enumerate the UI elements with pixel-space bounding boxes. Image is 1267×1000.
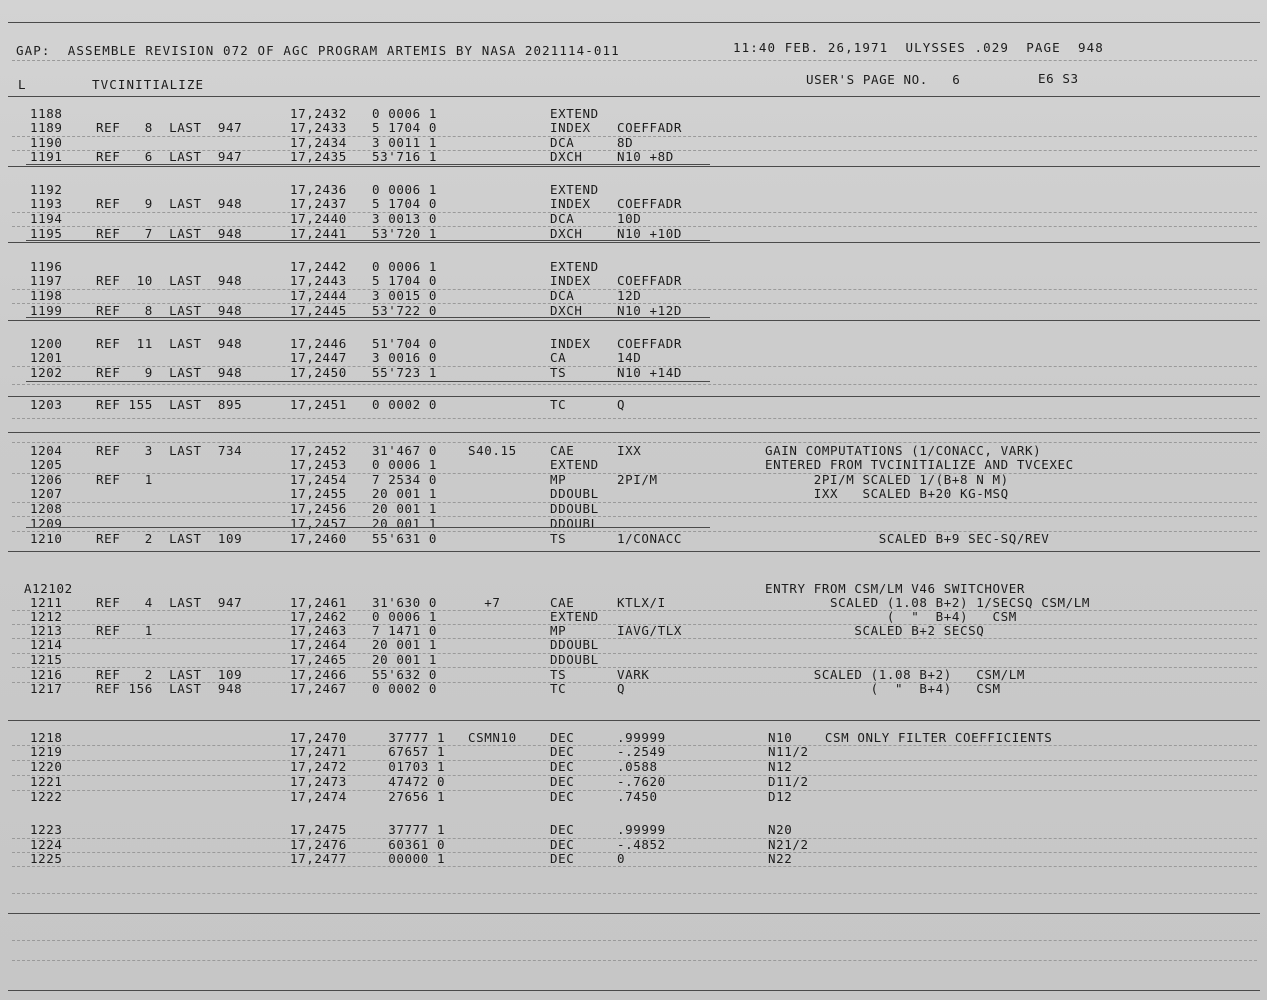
address: 17,2443 — [290, 273, 347, 288]
opcode: DXCH — [550, 303, 583, 318]
operand: N10 +12D — [617, 303, 683, 318]
opcode: DXCH — [550, 149, 583, 164]
guide-line — [12, 682, 1257, 683]
cross-reference: REF 6 LAST 947 — [96, 149, 243, 164]
guide-line — [12, 366, 1257, 367]
address: 17,2476 — [290, 837, 347, 852]
opcode: EXTEND — [550, 457, 599, 472]
guide-line — [12, 638, 1257, 639]
line-number: 1218 — [30, 730, 63, 745]
octal-word: 0 0002 0 — [372, 681, 438, 696]
ruling-line — [8, 720, 1260, 721]
guide-line — [12, 212, 1257, 213]
octal-word: 20 001 1 — [372, 637, 438, 652]
octal-word: 20 001 1 — [372, 516, 438, 531]
operand: -.4852 — [617, 837, 666, 852]
opcode: DEC — [550, 744, 575, 759]
opcode: DDOUBL — [550, 516, 599, 531]
octal-word: 5 1704 0 — [372, 196, 438, 211]
comment: 2PI/M SCALED 1/(B+8 N M) — [765, 472, 1009, 487]
symbol-label: CSMN10 — [468, 730, 517, 745]
opcode: DEC — [550, 730, 575, 745]
operand: N10 +10D — [617, 226, 683, 241]
operand: KTLX/I — [617, 595, 666, 610]
octal-word: 31'630 0 — [372, 595, 438, 610]
operand: -.2549 — [617, 744, 666, 759]
line-number: 1197 — [30, 273, 63, 288]
cross-reference: REF 1 — [96, 472, 153, 487]
cross-reference: REF 8 LAST 947 — [96, 120, 243, 135]
opcode: TS — [550, 365, 567, 380]
address: 17,2434 — [290, 135, 347, 150]
row-underline — [26, 164, 710, 165]
ruling-line — [8, 432, 1260, 433]
octal-word: 0 0006 1 — [372, 457, 438, 472]
address: 17,2432 — [290, 106, 347, 121]
cross-reference: REF 156 LAST 948 — [96, 681, 243, 696]
operand: Q — [617, 681, 626, 696]
line-number: 1215 — [30, 652, 63, 667]
octal-word: 00000 1 — [372, 851, 446, 866]
line-number: 1206 — [30, 472, 63, 487]
cross-reference: REF 8 LAST 948 — [96, 303, 243, 318]
octal-word: 20 001 1 — [372, 652, 438, 667]
octal-word: 60361 0 — [372, 837, 446, 852]
line-number: 1220 — [30, 759, 63, 774]
octal-word: 0 0006 1 — [372, 106, 438, 121]
octal-word: 20 001 1 — [372, 501, 438, 516]
comment: N22 — [768, 851, 793, 866]
octal-word: 3 0013 0 — [372, 211, 438, 226]
opcode: CAE — [550, 443, 575, 458]
guide-line — [12, 866, 1257, 867]
guide-line — [12, 893, 1257, 894]
opcode: INDEX — [550, 336, 591, 351]
guide-line — [12, 289, 1257, 290]
address: 17,2474 — [290, 789, 347, 804]
octal-word: 5 1704 0 — [372, 273, 438, 288]
comment: N12 — [768, 759, 793, 774]
comment: ENTRY FROM CSM/LM V46 SWITCHOVER — [765, 581, 1026, 596]
line-number: 1224 — [30, 837, 63, 852]
address: 17,2451 — [290, 397, 347, 412]
address: 17,2455 — [290, 486, 347, 501]
row-underline — [26, 317, 710, 318]
address: 17,2463 — [290, 623, 347, 638]
octal-word: 7 2534 0 — [372, 472, 438, 487]
cross-reference: REF 2 LAST 109 — [96, 531, 243, 546]
cross-reference: REF 9 LAST 948 — [96, 196, 243, 211]
opcode: DEC — [550, 837, 575, 852]
octal-word: 20 001 1 — [372, 486, 438, 501]
operand: .99999 — [617, 822, 666, 837]
octal-word: 37777 1 — [372, 822, 446, 837]
operand: 10D — [617, 211, 642, 226]
opcode: MP — [550, 472, 567, 487]
ruling-line — [8, 396, 1260, 397]
cross-reference: REF 155 LAST 895 — [96, 397, 243, 412]
guide-line — [12, 624, 1257, 625]
cross-reference: REF 2 LAST 109 — [96, 667, 243, 682]
opcode: DDOUBL — [550, 652, 599, 667]
line-number: 1205 — [30, 457, 63, 472]
opcode: EXTEND — [550, 182, 599, 197]
ruling-line — [8, 320, 1260, 321]
operand: Q — [617, 397, 626, 412]
octal-word: 0 0006 1 — [372, 609, 438, 624]
cross-reference: REF 4 LAST 947 — [96, 595, 243, 610]
octal-word: 3 0016 0 — [372, 350, 438, 365]
octal-word: 47472 0 — [372, 774, 446, 789]
address: 17,2454 — [290, 472, 347, 487]
address: 17,2475 — [290, 822, 347, 837]
line-number: 1203 — [30, 397, 63, 412]
opcode: DDOUBL — [550, 501, 599, 516]
cross-reference: REF 10 LAST 948 — [96, 273, 243, 288]
opcode: DDOUBL — [550, 486, 599, 501]
opcode: INDEX — [550, 273, 591, 288]
operand: 12D — [617, 288, 642, 303]
line-number: 1210 — [30, 531, 63, 546]
line-number: 1199 — [30, 303, 63, 318]
line-number: 1211 — [30, 595, 63, 610]
ruling-line — [8, 242, 1260, 243]
line-number: 1193 — [30, 196, 63, 211]
line-number: 1216 — [30, 667, 63, 682]
guide-line — [12, 60, 1257, 61]
assembly-header: GAP: ASSEMBLE REVISION 072 OF AGC PROGRAM ARTEMIS BY NASA 2021114-011 — [16, 43, 620, 58]
address: 17,2461 — [290, 595, 347, 610]
symbol-label: +7 — [468, 595, 501, 610]
comment: SCALED (1.08 B+2) CSM/LM — [765, 667, 1026, 682]
guide-line — [12, 760, 1257, 761]
address: 17,2456 — [290, 501, 347, 516]
line-number: 1191 — [30, 149, 63, 164]
line-number: 1221 — [30, 774, 63, 789]
line-number: 1225 — [30, 851, 63, 866]
row-underline — [26, 527, 710, 528]
line-number: 1201 — [30, 350, 63, 365]
ruling-line — [8, 96, 1260, 97]
comment: ( " B+4) CSM — [765, 609, 1017, 624]
comment: N20 — [768, 822, 793, 837]
guide-line — [12, 226, 1257, 227]
line-number: 1209 — [30, 516, 63, 531]
address: 17,2457 — [290, 516, 347, 531]
octal-word: 37777 1 — [372, 730, 446, 745]
octal-word: 27656 1 — [372, 789, 446, 804]
opcode: DDOUBL — [550, 637, 599, 652]
operand: 2PI/M — [617, 472, 658, 487]
octal-word: 55'631 0 — [372, 531, 438, 546]
octal-word: 0 0006 1 — [372, 182, 438, 197]
opcode: DEC — [550, 822, 575, 837]
line-number: 1188 — [30, 106, 63, 121]
line-number: 1194 — [30, 211, 63, 226]
guide-line — [12, 653, 1257, 654]
operand: COEFFADR — [617, 120, 683, 135]
guide-line — [12, 610, 1257, 611]
octal-word: 01703 1 — [372, 759, 446, 774]
operand: -.7620 — [617, 774, 666, 789]
address: 17,2470 — [290, 730, 347, 745]
address: 17,2442 — [290, 259, 347, 274]
operand: .7450 — [617, 789, 658, 804]
line-number: 1219 — [30, 744, 63, 759]
comment: D11/2 — [768, 774, 809, 789]
opcode: DXCH — [550, 226, 583, 241]
octal-word: 3 0015 0 — [372, 288, 438, 303]
operand: N10 +8D — [617, 149, 674, 164]
guide-line — [12, 473, 1257, 474]
opcode: CA — [550, 350, 567, 365]
operand: .0588 — [617, 759, 658, 774]
guide-line — [12, 516, 1257, 517]
opcode: MP — [550, 623, 567, 638]
opcode: DEC — [550, 789, 575, 804]
address: 17,2472 — [290, 759, 347, 774]
routine-name: TVCINITIALIZE — [92, 77, 205, 92]
opcode: DCA — [550, 288, 575, 303]
address: 17,2450 — [290, 365, 347, 380]
address: 17,2437 — [290, 196, 347, 211]
address: 17,2460 — [290, 531, 347, 546]
octal-word: 31'467 0 — [372, 443, 438, 458]
operand: 8D — [617, 135, 634, 150]
octal-word: 67657 1 — [372, 744, 446, 759]
guide-line — [12, 960, 1257, 961]
operand: IXX — [617, 443, 642, 458]
cross-reference: REF 9 LAST 948 — [96, 365, 243, 380]
cross-reference: REF 3 LAST 734 — [96, 443, 243, 458]
address: 17,2446 — [290, 336, 347, 351]
comment: SCALED B+9 SEC-SQ/REV — [765, 531, 1050, 546]
row-underline — [26, 381, 710, 382]
opcode: INDEX — [550, 196, 591, 211]
ruling-line — [8, 913, 1260, 914]
comment: N10 CSM ONLY FILTER COEFFICIENTS — [768, 730, 1053, 745]
line-number: 1195 — [30, 226, 63, 241]
line-number: 1214 — [30, 637, 63, 652]
guide-line — [12, 442, 1257, 443]
line-number: 1212 — [30, 609, 63, 624]
address: 17,2466 — [290, 667, 347, 682]
comment: GAIN COMPUTATIONS (1/CONACC, VARK) — [765, 443, 1042, 458]
octal-word: 51'704 0 — [372, 336, 438, 351]
line-number: A12102 — [24, 581, 73, 596]
cross-reference: REF 11 LAST 948 — [96, 336, 243, 351]
guide-line — [12, 384, 1257, 385]
octal-word: 0 0002 0 — [372, 397, 438, 412]
operand: VARK — [617, 667, 650, 682]
address: 17,2477 — [290, 851, 347, 866]
address: 17,2453 — [290, 457, 347, 472]
opcode: CAE — [550, 595, 575, 610]
opcode: DEC — [550, 851, 575, 866]
address: 17,2436 — [290, 182, 347, 197]
ruling-line — [8, 990, 1260, 991]
opcode: DEC — [550, 774, 575, 789]
line-number: 1202 — [30, 365, 63, 380]
opcode: TC — [550, 397, 567, 412]
section-code: E6 S3 — [1038, 71, 1079, 86]
address: 17,2465 — [290, 652, 347, 667]
line-number: 1192 — [30, 182, 63, 197]
line-number: 1217 — [30, 681, 63, 696]
comment: SCALED (1.08 B+2) 1/SECSQ CSM/LM — [765, 595, 1091, 610]
guide-line — [12, 150, 1257, 151]
octal-word: 53'716 1 — [372, 149, 438, 164]
address: 17,2462 — [290, 609, 347, 624]
guide-line — [12, 775, 1257, 776]
octal-word: 7 1471 0 — [372, 623, 438, 638]
address: 17,2445 — [290, 303, 347, 318]
ruling-line — [8, 551, 1260, 552]
guide-line — [12, 745, 1257, 746]
operand: COEFFADR — [617, 273, 683, 288]
address: 17,2471 — [290, 744, 347, 759]
address: 17,2452 — [290, 443, 347, 458]
address: 17,2467 — [290, 681, 347, 696]
guide-line — [12, 502, 1257, 503]
line-number: 1198 — [30, 288, 63, 303]
operand: IAVG/TLX — [617, 623, 683, 638]
users-page-number: USER'S PAGE NO. 6 — [806, 72, 961, 87]
operand: COEFFADR — [617, 196, 683, 211]
operand: .99999 — [617, 730, 666, 745]
guide-line — [12, 667, 1257, 668]
ruling-line — [8, 22, 1260, 23]
octal-word: 3 0011 1 — [372, 135, 438, 150]
line-number: 1223 — [30, 822, 63, 837]
line-number: 1196 — [30, 259, 63, 274]
guide-line — [12, 531, 1257, 532]
octal-word: 55'632 0 — [372, 667, 438, 682]
comment: IXX SCALED B+20 KG-MSQ — [765, 486, 1009, 501]
line-number: 1207 — [30, 486, 63, 501]
comment: ( " B+4) CSM — [765, 681, 1001, 696]
octal-word: 55'723 1 — [372, 365, 438, 380]
opcode: TC — [550, 681, 567, 696]
address: 17,2473 — [290, 774, 347, 789]
guide-line — [12, 852, 1257, 853]
comment: SCALED B+2 SECSQ — [765, 623, 985, 638]
line-number: 1204 — [30, 443, 63, 458]
address: 17,2464 — [290, 637, 347, 652]
guide-line — [12, 838, 1257, 839]
symbol-label: S40.15 — [468, 443, 517, 458]
opcode: EXTEND — [550, 106, 599, 121]
opcode: EXTEND — [550, 259, 599, 274]
line-number: 1189 — [30, 120, 63, 135]
timestamp-header: 11:40 FEB. 26,1971 ULYSSES .029 PAGE 948 — [733, 40, 1104, 55]
octal-word: 5 1704 0 — [372, 120, 438, 135]
octal-word: 0 0006 1 — [372, 259, 438, 274]
line-number: 1213 — [30, 623, 63, 638]
address: 17,2433 — [290, 120, 347, 135]
opcode: TS — [550, 667, 567, 682]
address: 17,2447 — [290, 350, 347, 365]
guide-line — [12, 790, 1257, 791]
address: 17,2444 — [290, 288, 347, 303]
operand: 0 — [617, 851, 626, 866]
octal-word: 53'720 1 — [372, 226, 438, 241]
cross-reference: REF 1 — [96, 623, 153, 638]
opcode: INDEX — [550, 120, 591, 135]
comment: N11/2 — [768, 744, 809, 759]
guide-line — [12, 136, 1257, 137]
comment: ENTERED FROM TVCINITIALIZE AND TVCEXEC — [765, 457, 1074, 472]
opcode: EXTEND — [550, 609, 599, 624]
guide-line — [12, 940, 1257, 941]
comment: D12 — [768, 789, 793, 804]
opcode: TS — [550, 531, 567, 546]
address: 17,2440 — [290, 211, 347, 226]
operand: 14D — [617, 350, 642, 365]
opcode: DCA — [550, 211, 575, 226]
comment: N21/2 — [768, 837, 809, 852]
address: 17,2435 — [290, 149, 347, 164]
cross-reference: REF 7 LAST 948 — [96, 226, 243, 241]
line-number: 1222 — [30, 789, 63, 804]
line-number: 1208 — [30, 501, 63, 516]
operand: N10 +14D — [617, 365, 683, 380]
address: 17,2441 — [290, 226, 347, 241]
ruling-line — [8, 166, 1260, 167]
operand: 1/CONACC — [617, 531, 683, 546]
level-marker: L — [18, 77, 27, 92]
opcode: DEC — [550, 759, 575, 774]
line-number: 1200 — [30, 336, 63, 351]
guide-line — [12, 303, 1257, 304]
row-underline — [26, 240, 710, 241]
line-number: 1190 — [30, 135, 63, 150]
octal-word: 53'722 0 — [372, 303, 438, 318]
guide-line — [12, 418, 1257, 419]
opcode: DCA — [550, 135, 575, 150]
operand: COEFFADR — [617, 336, 683, 351]
